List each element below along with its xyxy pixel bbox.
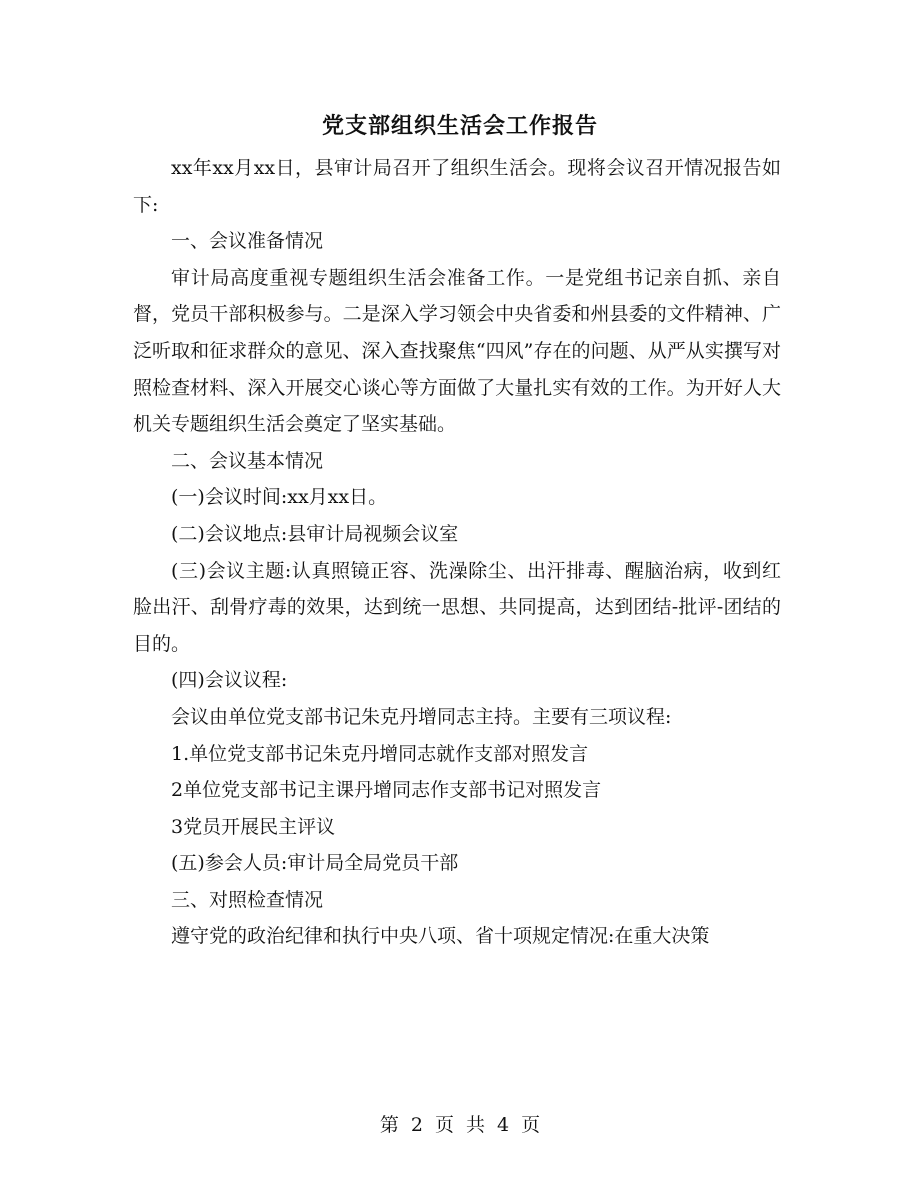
section-heading-preparation: 一、会议准备情况 xyxy=(171,230,324,253)
agenda-item-2: 2单位党支部书记主课丹增同志作支部书记对照发言 xyxy=(171,779,602,802)
section-heading-basic-info: 二、会议基本情况 xyxy=(171,449,324,472)
paragraph-review: 遵守党的政治纪律和执行中央八项、省十项规定情况:在重大决策 xyxy=(171,925,710,948)
paragraph-meeting-location: (二)会议地点:县审计局视频会议室 xyxy=(171,522,459,545)
page-footer: 第 2 页 共 4 页 xyxy=(379,1114,541,1136)
agenda-item-1: 1.单位党支部书记朱克丹增同志就作支部对照发言 xyxy=(171,742,589,765)
document-body xyxy=(133,150,781,955)
paragraph-attendees: (五)参会人员:审计局全局党员干部 xyxy=(171,852,459,875)
paragraph-intro: xx年xx月xx日，县审计局召开了组织生活会。现将会议召开情况报告如下: xyxy=(133,157,781,216)
paragraph-agenda-heading: (四)会议议程: xyxy=(171,669,288,692)
agenda-item-3: 3党员开展民主评议 xyxy=(171,815,336,838)
paragraph-meeting-theme: (三)会议主题:认真照镜正容、洗澡除尘、出汗排毒、醒脑治病，收到红脸出汗、刮骨疗毒的效果，达到统一思想、共同提高，达到团结-批评-团结的目的。 xyxy=(133,559,781,655)
paragraph-preparation: 审计局高度重视专题组织生活会准备工作。一是党组书记亲自抓、亲自督，党员干部积极参与。二是深入学习领会中央省委和州县委的文件精神、广泛听取和征求群众的意见、深入查找聚焦“四风”存在的问题、从严从实撰写对照检查材料、深入开展交心谈心等方面做了大量扎实有效的工作。为开好人大机关专题组织生活会奠定了坚实基础。 xyxy=(133,266,781,436)
paragraph-meeting-time: (一)会议时间:xx月xx日。 xyxy=(171,486,388,509)
paragraph-agenda-intro: 会议由单位党支部书记朱克丹增同志主持。主要有三项议程: xyxy=(171,705,672,728)
section-heading-review: 三、对照检查情况 xyxy=(171,888,324,911)
document-title: 党支部组织生活会工作报告 xyxy=(321,113,598,139)
